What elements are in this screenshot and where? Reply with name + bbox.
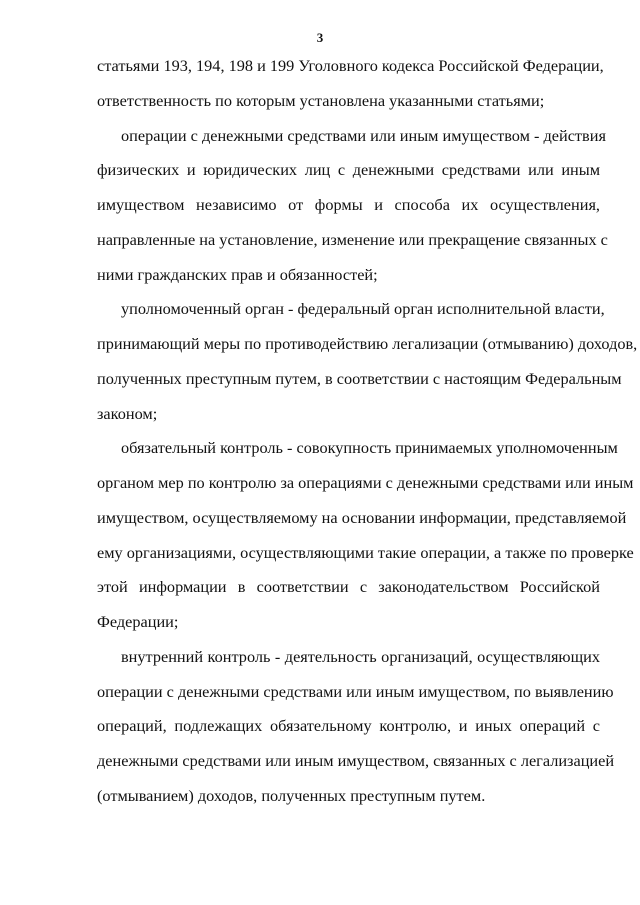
text-line: направленные на установление, изменение или прекращение связанных с <box>97 229 608 249</box>
text-line: имуществом, осуществляемому на основании информации, представляемой <box>97 507 627 527</box>
text-line: принимающий меры по противодействию легализации (отмыванию) доходов, <box>97 334 638 353</box>
text-line: операции с денежными средствами или иным имуществом - действия <box>121 125 606 145</box>
text-line: Федерации; <box>97 612 179 631</box>
document-body <box>97 52 638 817</box>
text-line: имуществом независимо от формы и способа их осуществления, <box>97 195 600 214</box>
text-line: обязательный контроль - совокупность принимаемых уполномоченным <box>121 438 618 458</box>
page-number: 3 <box>316 30 324 45</box>
text-line: органом мер по контролю за операциями с денежными средствами или иным <box>97 473 634 492</box>
text-line: законом; <box>97 403 158 423</box>
text-line: ему организациями, осуществляющими такие операции, а также по проверке <box>97 542 634 562</box>
text-line: ответственность по которым установлена указанными статьями; <box>97 90 545 110</box>
text-line: физических и юридических лиц с денежными средствами или иным <box>97 160 600 180</box>
text-line: (отмыванием) доходов, полученных преступным путем. <box>97 785 486 805</box>
text-line: этой информации в соответствии с законодательством Российской <box>97 577 600 597</box>
text-line: полученных преступным путем, в соответствии с настоящим Федеральным <box>97 368 622 388</box>
text-line: ними гражданских прав и обязанностей; <box>97 264 378 284</box>
text-line: операций, подлежащих обязательному контролю, и иных операций с <box>97 716 600 736</box>
text-line: денежными средствами или иным имуществом, связанных с легализацией <box>97 751 615 770</box>
text-line: статьями 193, 194, 198 и 199 Уголовного кодекса Российской Федерации, <box>97 56 604 75</box>
text-line: внутренний контроль - деятельность организаций, осуществляющих <box>121 646 600 666</box>
text-line: операции с денежными средствами или иным имуществом, по выявлению <box>97 681 614 701</box>
text-line: уполномоченный орган - федеральный орган исполнительной власти, <box>121 299 605 319</box>
